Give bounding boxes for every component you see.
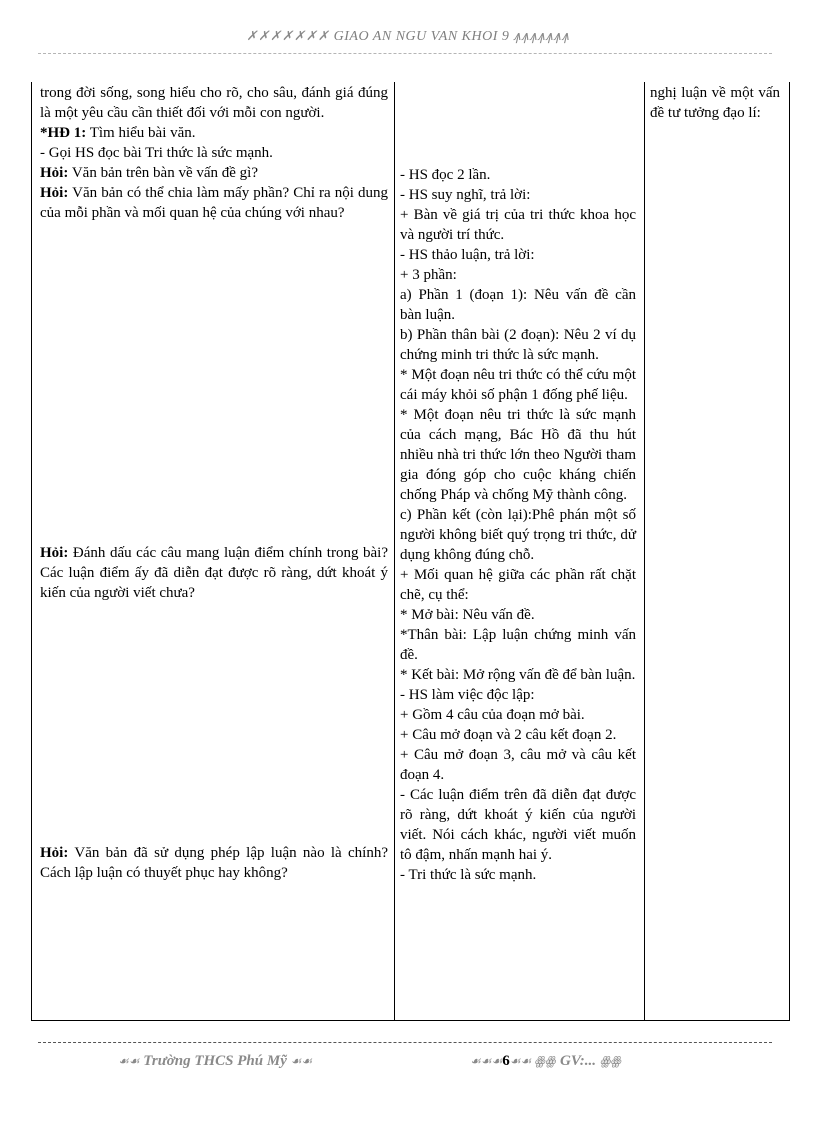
column-divider-2 <box>644 82 645 1021</box>
answer-line: + 3 phần: <box>400 267 457 283</box>
answer-line: + Câu mở đoạn và 2 câu kết đoạn 2. <box>400 727 617 743</box>
answer-line: a) Phần 1 (đoạn 1): Nêu vấn đề cần bàn luận. <box>400 287 636 323</box>
answer-line: * Kết bài: Mở rộng vấn đề để bàn luận. <box>400 667 636 683</box>
question-3: Hỏi: Đánh dấu các câu mang luận điểm chính trong bài? Các luận điểm ấy đã diễn đạt được rõ ràng, dứt khoát ý kiến của người viết chưa? <box>40 545 388 601</box>
answer-line: + Gồm 4 câu của đoạn mở bài. <box>400 707 585 723</box>
question-4: Hỏi: Văn bản đã sử dụng phép lập luận nào là chính? Cách lập luận có thuyết phục hay không? <box>40 845 388 881</box>
content-note: nghị luận về một vấn đề tư tưởng đạo lí: <box>650 85 780 121</box>
answer-line: - HS đọc 2 lần. <box>400 167 491 183</box>
page-number: 6 <box>502 1053 510 1069</box>
page-header <box>38 26 778 50</box>
header-ornament-right: ꙟꙟꙟꙟꙟꙟꙟ <box>513 28 570 43</box>
content-column <box>650 83 780 123</box>
page-ornament-left: ☙☙☙ <box>470 1054 503 1068</box>
student-activity-column <box>400 165 636 885</box>
answer-line: - HS làm việc độc lập: <box>400 687 535 703</box>
answer-line: * Mở bài: Nêu vấn đề. <box>400 607 535 623</box>
intro-paragraph: trong đời sống, song hiểu cho rõ, cho sâu, đánh giá đúng là một yêu cầu cần thiết đối với mỗi con người. <box>40 85 388 121</box>
column-divider-1 <box>394 82 395 1021</box>
answer-line: - HS suy nghĩ, trả lời: <box>400 187 531 203</box>
page-ornament-right: ☙☙ ꙮꙮ <box>509 1054 556 1068</box>
answer-line: + Mối quan hệ giữa các phần rất chặt chẽ, cụ thể: <box>400 567 636 603</box>
question-2: Hỏi: Văn bản có thể chia làm mấy phần? Chỉ ra nội dung của mỗi phần và mối quan hệ của chúng với nhau? <box>40 185 388 221</box>
header-divider <box>38 53 772 54</box>
footer-ornament-a: ☙☙ <box>118 1054 140 1068</box>
footer-page <box>470 1053 555 1070</box>
footer-teacher <box>560 1053 621 1070</box>
answer-line: *Thân bài: Lập luận chứng minh vấn đề. <box>400 627 636 663</box>
answer-line: b) Phần thân bài (2 đoạn): Nêu 2 ví dụ chứng minh tri thức là sức mạnh. <box>400 327 636 363</box>
answer-line: - Tri thức là sức mạnh. <box>400 867 537 883</box>
footer-school <box>118 1053 312 1070</box>
header-title: GIAO AN NGU VAN KHOI 9 <box>333 29 510 44</box>
footer-divider <box>38 1042 772 1043</box>
question-1: Hỏi: Văn bản trên bàn về vấn đề gì? <box>40 165 258 181</box>
answer-line: c) Phần kết (còn lại):Phê phán một số người không biết quý trọng tri thức, dử dụng không đúng chỗ. <box>400 507 636 563</box>
teacher-activity-column <box>40 83 388 883</box>
answer-line: * Một đoạn nêu tri thức có thể cứu một cái máy khỏi số phận 1 đống phế liệu. <box>400 367 636 403</box>
teacher-label: GV:... <box>560 1053 596 1069</box>
answer-line: - HS thảo luận, trả lời: <box>400 247 535 263</box>
instruction-line: - Gọi HS đọc bài Tri thức là sức mạnh. <box>40 145 273 161</box>
answer-line: + Câu mở đoạn 3, câu mở và câu kết đoạn 4. <box>400 747 636 783</box>
header-ornament-left: ✗✗✗✗✗✗✗ <box>246 28 330 43</box>
footer-ornament-b: ☙☙ <box>290 1054 313 1068</box>
answer-line: - Các luận điểm trên đã diễn đạt được rõ ràng, dứt khoát ý kiến của người viết. Nói cách khác, người viết muốn tô đậm, nhấn mạnh hai ý. <box>400 787 636 863</box>
activity-heading: *HĐ 1: Tìm hiểu bài văn. <box>40 125 196 141</box>
school-name: Trường THCS Phú Mỹ <box>143 1053 287 1069</box>
answer-line: * Một đoạn nêu tri thức là sức mạnh của cách mạng, Bác Hồ đã thu hút nhiều nhà tri thức lớn theo Người tham gia đóng góp cho cuộc kháng chiến chống Pháp và chống Mỹ thành công. <box>400 407 636 503</box>
answer-line: + Bàn về giá trị của tri thức khoa học và người trí thức. <box>400 207 636 243</box>
footer-ornament-c: ꙮꙮ <box>599 1054 621 1068</box>
